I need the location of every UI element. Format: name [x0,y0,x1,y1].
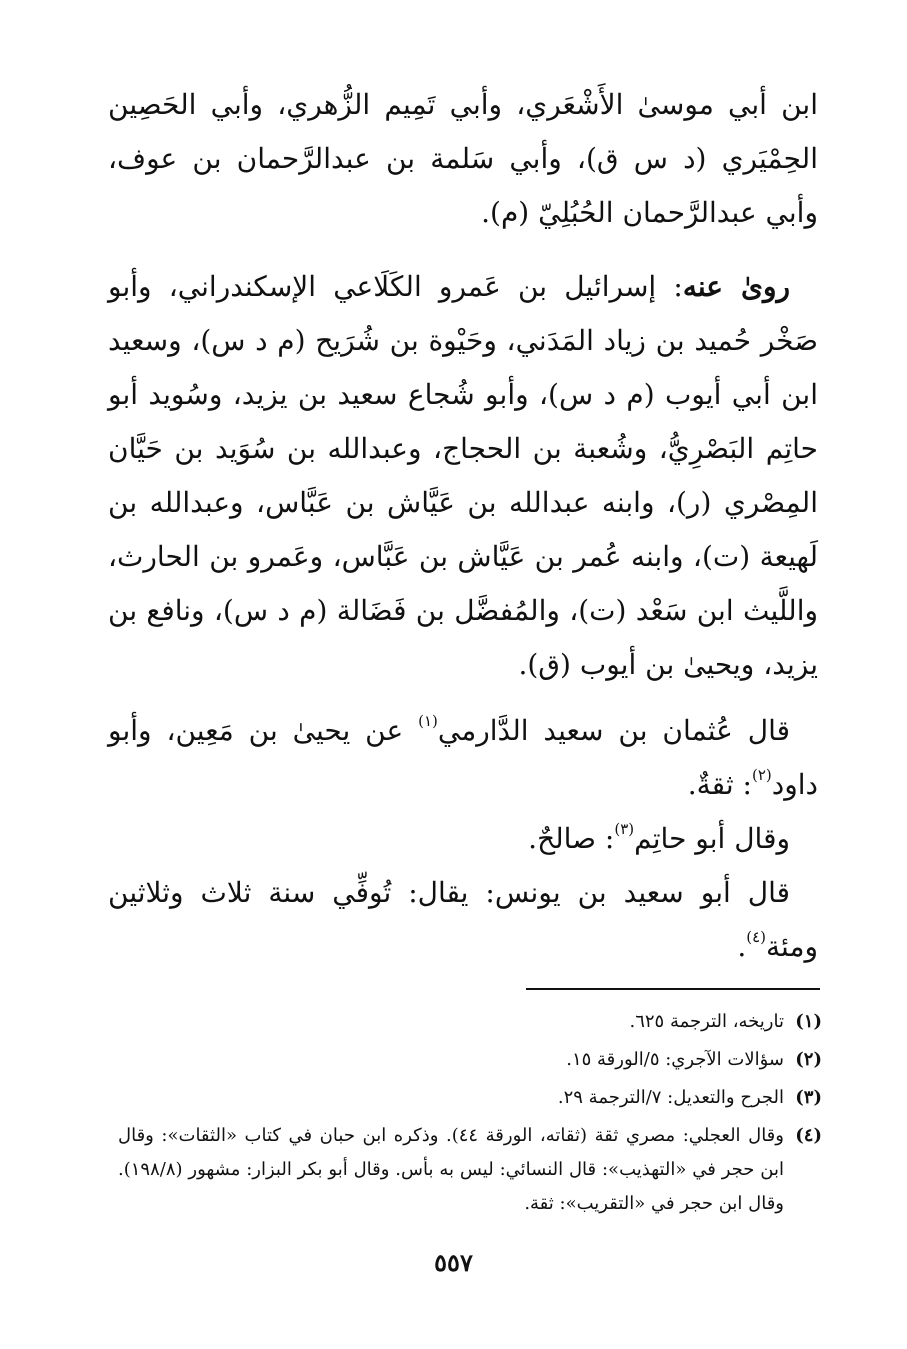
footnote-number: (٢) [795,1049,822,1070]
footnote-number: (١) [795,1011,822,1032]
page-number: ٥٥٧ [434,1248,473,1277]
abu-hatim-paragraph [108,812,818,866]
narrators-paragraph [108,260,818,692]
footnote-text: تاريخه، الترجمة ٦٢٥. [629,1011,784,1032]
footnote-3 [118,1081,822,1115]
footnote-ref-1[interactable]: (١) [418,712,438,730]
footnote-number: (٣) [795,1087,822,1108]
final-period: . [737,930,747,963]
ibn-yunus-paragraph [108,866,818,974]
narrators-list: : إسرائيل بن عَمرو الكَلَاعي الإسكندراني، وأبو صَخْر حُميد بن زياد المَدَني، وحَيْوة بن شُرَيح (م د س)، وسعيد ابن أبي أيوب (م د س)، وأبو شُجاع سعيد بن يزيد، وسُويد أبو حاتِم البَصْرِيُّ، وشُعبة بن الحجاج، وعبدالله بن سُوَيد بن حَيَّان المِصْري (ر)، وابنه عبدالله بن عَيَّاش بن عَبَّاس، وعبدالله بن لَهيعة (ت)، وابنه عُمر بن عَيَّاش بن عَبَّاس، وعَمرو بن الحارث، واللَّيث ابن سَعْد (ت)، والمُفضَّل بن فَضَالة (م د س)، ونافع بن يزيد، ويحيىٰ بن أيوب (ق). [108,270,818,681]
thiqa-text: : ثقةٌ. [687,768,752,801]
abu-hatim-text: وقال أبو حاتِم [634,822,790,855]
footnotes-section [118,1005,822,1221]
footnote-text: وقال العجلي: مصري ثقة (ثقاته، الورقة ٤٤). وذكره ابن حبان في كتاب «الثقات»: وقال ابن حجر في «التهذيب»: قال النسائي: ليس به بأس. وقال أبو بكر البزار: مشهور (١٩٨/٨). وقال ابن حجر في «التقريب»: ثقة. [118,1125,784,1214]
footnote-number: (٤) [795,1125,822,1146]
footnote-ref-4[interactable]: (٤) [746,928,767,946]
footnote-text: الجرح والتعديل: ٧/الترجمة ٢٩. [557,1087,784,1108]
footnote-ref-2[interactable]: (٢) [751,766,772,784]
salih-text: : صالحٌ. [528,822,615,855]
footnote-separator [526,988,820,990]
darimi-text: قال عُثمان بن سعيد الدَّارمي [437,714,790,747]
ibn-main-text: عن يحيىٰ بن مَعِين، وأبو داود [108,714,818,801]
death-year-text: قال أبو سعيد بن يونس: يقال: تُوفِّي سنة ثلاث وثلاثين ومئة [108,876,818,963]
footnote-1 [118,1005,822,1039]
biography-text [108,78,818,974]
footnote-ref-3[interactable]: (٣) [614,820,635,838]
narrators-label: روىٰ عنه [682,270,790,303]
footnote-text: سؤالات الآجري: ٥/الورقة ١٥. [566,1049,784,1070]
ibn-main-assessment-paragraph [108,704,818,812]
teachers-paragraph: ابن أبي موسىٰ الأَشْعَري، وأبي تَمِيم الزُّهري، وأبي الحَصِين الحِمْيَري (د س ق)، وأبي سَلمة بن عبدالرَّحمان بن عوف، وأبي عبدالرَّحمان الحُبُلِيّ (م). [108,88,818,229]
footnote-4 [118,1119,822,1221]
footnote-2 [118,1043,822,1077]
